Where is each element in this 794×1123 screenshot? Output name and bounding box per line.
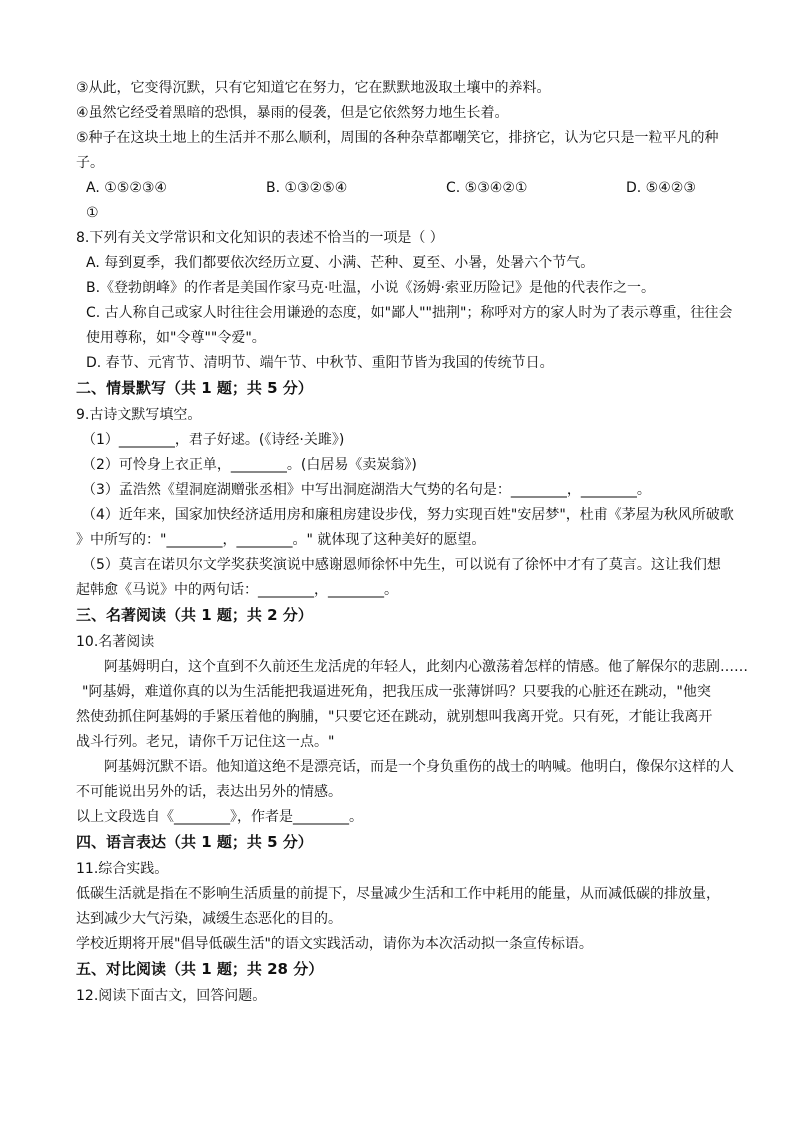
sentence-4: ④虽然它经受着黑暗的恐惧，暴雨的侵袭，但是它依然努力地生长着。 xyxy=(76,105,509,121)
q9-sub-3: （3）孟浩然《望洞庭湖赠张丞相》中写出洞庭湖浩大气势的名句是：________，________。 xyxy=(82,482,651,498)
q9-sub-5-cont: 起韩愈《马说》中的两句话：________，________。 xyxy=(76,582,398,598)
section-5-heading: 五、对比阅读（共 1 题；共 28 分） xyxy=(76,960,324,978)
q8-option-b[interactable]: B.《登勃朗峰》的作者是美国作家马克·吐温，小说《汤姆·索亚历险记》是他的代表作之一。 xyxy=(86,280,655,296)
q7-option-c[interactable]: C. ⑤③④②① xyxy=(446,180,528,196)
q8-option-c[interactable]: C. 古人称自己或家人时往往会用谦逊的态度，如"鄙人""拙荆"；称呼对方的家人时为了表示尊重，往往会 xyxy=(86,305,733,321)
q7-option-d-cont: ① xyxy=(86,205,99,221)
q10-passage-2-cont-2: 战斗行列。老兄，请你千万记住这一点。" xyxy=(76,734,335,750)
q11-para-1: 低碳生活就是指在不影响生活质量的前提下，尽量减少生活和工作中耗用的能量，从而减低碳的排放量， xyxy=(76,886,720,902)
page-content xyxy=(76,76,748,1009)
q8-option-d[interactable]: D. 春节、元宵节、清明节、端午节、中秋节、重阳节皆为我国的传统节日。 xyxy=(86,355,554,371)
q12-stem: 12.阅读下面古文，回答问题。 xyxy=(76,988,267,1004)
q11-stem: 11.综合实践。 xyxy=(76,861,169,877)
q11-para-2: 学校近期将开展"倡导低碳生活"的语文实践活动，请你为本次活动拟一条宣传标语。 xyxy=(76,936,593,952)
section-3-heading: 三、名著阅读（共 1 题；共 2 分） xyxy=(76,606,313,624)
q8-stem: 8.下列有关文学常识和文化知识的表述不恰当的一项是（ ） xyxy=(76,230,444,246)
q10-stem: 10.名著阅读 xyxy=(76,634,155,650)
q8-option-c-cont: 使用尊称，如"令尊""令爱"。 xyxy=(86,330,266,346)
q7-options xyxy=(76,176,728,201)
q10-passage-1: 阿基姆明白，这个直到不久前还生龙活虎的年轻人，此刻内心激荡着怎样的情感。他了解保尔的悲剧…… xyxy=(104,659,748,675)
q7-option-a[interactable]: A. ①⑤②③④ xyxy=(86,180,167,196)
section-4-heading: 四、语言表达（共 1 题；共 5 分） xyxy=(76,833,313,851)
q10-passage-3-cont: 不可能说出另外的话，表达出另外的情感。 xyxy=(76,784,342,800)
sentence-3: ③从此，它变得沉默，只有它知道它在努力，它在默默地汲取土壤中的养料。 xyxy=(76,80,551,96)
q9-sub-4: （4）近年来，国家加快经济适用房和廉租房建设步伐，努力实现百姓"安居梦"，杜甫《茅屋为秋风所破歌 xyxy=(82,507,734,523)
q7-option-d[interactable]: D. ⑤④②③ xyxy=(626,180,696,196)
q10-passage-3: 阿基姆沉默不语。他知道这绝不是漂亮话，而是一个身负重伤的战士的呐喊。他明白，像保尔这样的人 xyxy=(104,759,734,775)
sentence-5: ⑤种子在这块土地上的生活并不那么顺利，周围的各种杂草都嘲笑它，排挤它，认为它只是一粒平凡的种 xyxy=(76,130,719,146)
q8-option-a[interactable]: A. 每到夏季，我们都要依次经历立夏、小满、芒种、夏至、小暑，处暑六个节气。 xyxy=(86,255,595,271)
q9-stem: 9.古诗文默写填空。 xyxy=(76,407,202,423)
q11-para-1-cont: 达到减少大气污染，减缓生态恶化的目的。 xyxy=(76,911,342,927)
q7-option-b[interactable]: B. ①③②⑤④ xyxy=(266,180,348,196)
q9-sub-1: （1）________，君子好逑。(《诗经·关雎》) xyxy=(82,432,345,448)
section-2-heading: 二、情景默写（共 1 题；共 5 分） xyxy=(76,379,313,397)
q9-sub-2: （2）可怜身上衣正单，________。(白居易《卖炭翁》) xyxy=(82,457,417,473)
sentence-5-cont: 子。 xyxy=(76,155,104,171)
q10-passage-2: "阿基姆，难道你真的以为生活能把我逼进死角，把我压成一张薄饼吗？只要我的心脏还在跳动，"他突 xyxy=(82,684,711,700)
q9-sub-4-cont: 》中所写的："________，________。" 就体现了这种美好的愿望。 xyxy=(76,532,486,548)
q9-sub-5: （5）莫言在诺贝尔文学奖获奖演说中感谢恩师徐怀中先生，可以说有了徐怀中才有了莫言。这让我们想 xyxy=(82,557,721,573)
q10-question: 以上文段选自《________》，作者是________。 xyxy=(76,809,363,825)
q10-passage-2-cont-1: 然使劲抓住阿基姆的手紧压着他的胸脯，"只要它还在跳动，就别想叫我离开党。只有死，才能让我离开 xyxy=(76,709,713,725)
